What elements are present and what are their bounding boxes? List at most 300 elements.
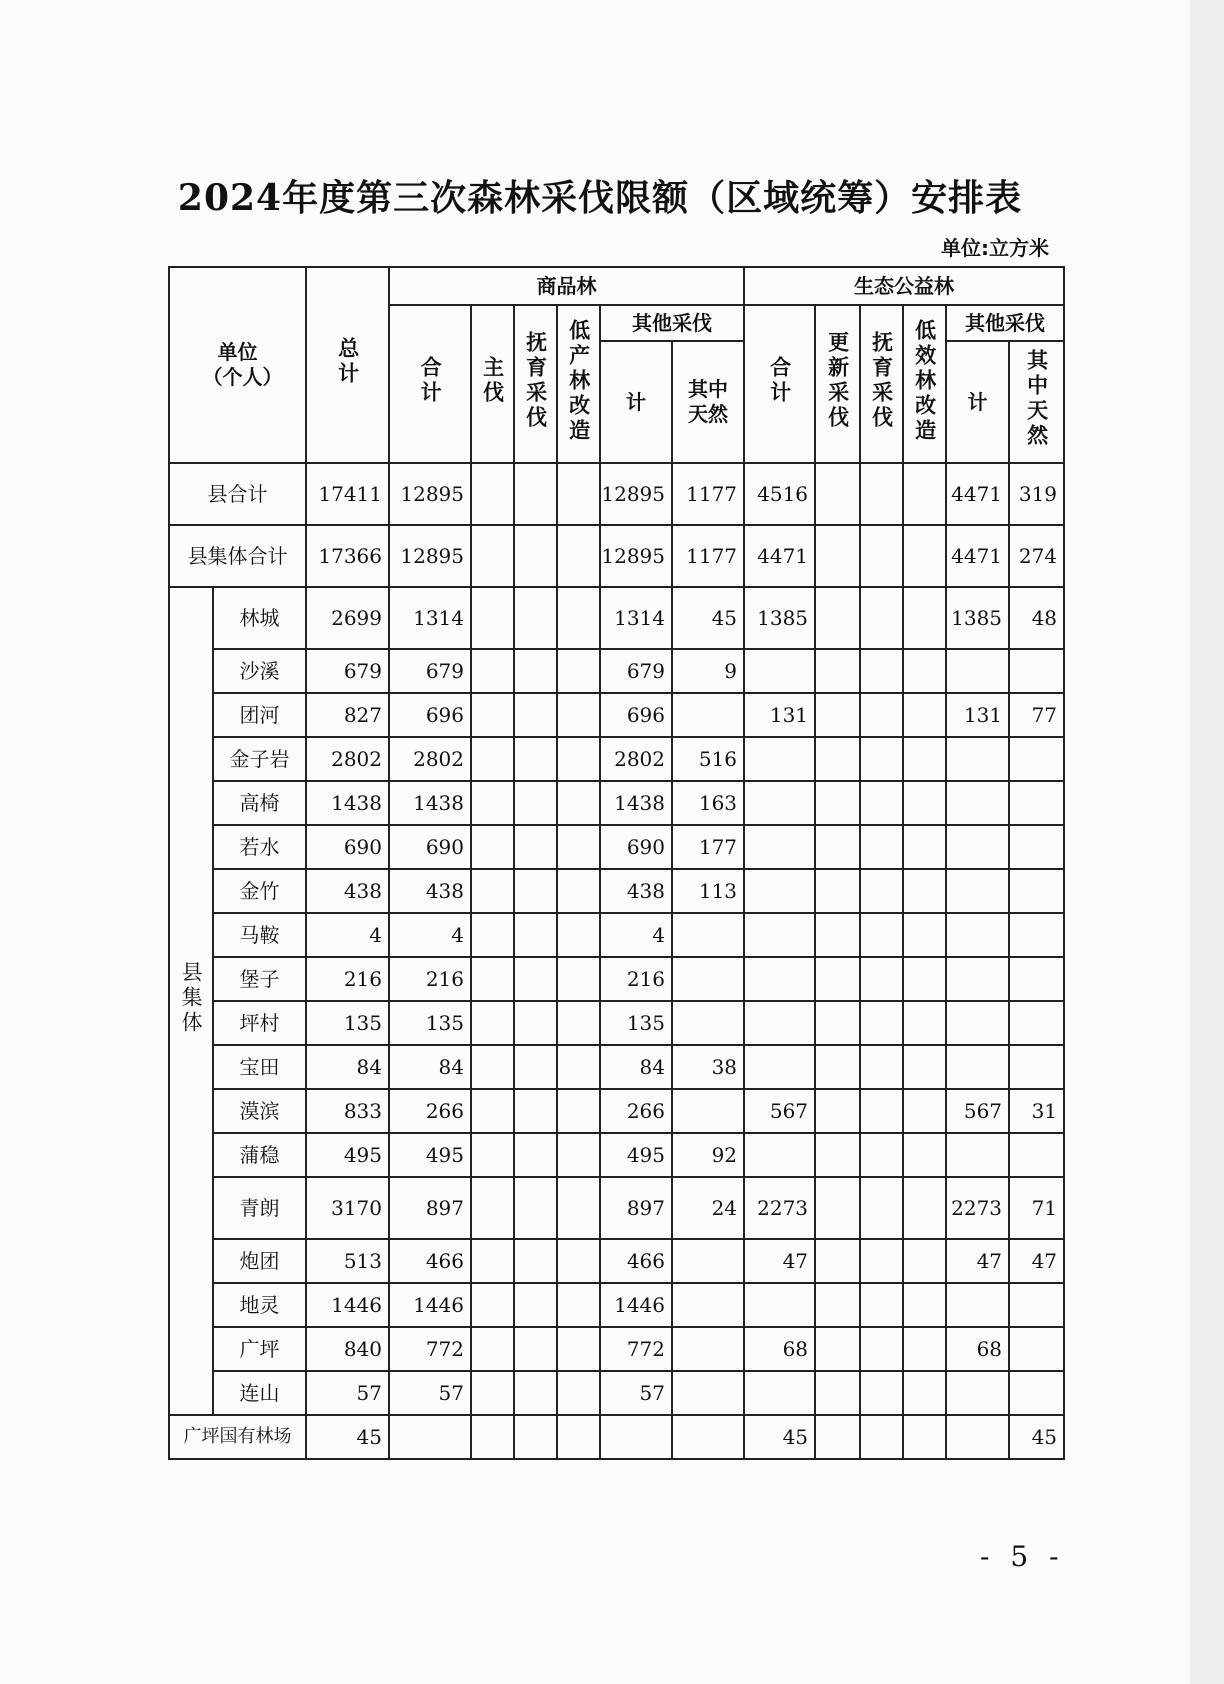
cell-e-ji	[946, 781, 1009, 825]
cell-e-fu	[860, 649, 903, 693]
cell-e-sum: 4471	[744, 525, 815, 587]
cell-e-tian: 77	[1009, 693, 1064, 737]
row-unit-name: 堡子	[213, 957, 306, 1001]
cell-c-tian: 516	[672, 737, 744, 781]
cell-e-geng	[815, 737, 860, 781]
cell-e-ji: 2273	[946, 1177, 1009, 1239]
cell-c-zhu	[471, 1327, 514, 1371]
cell-e-geng	[815, 1415, 860, 1459]
cell-total: 679	[306, 649, 389, 693]
cell-total: 840	[306, 1327, 389, 1371]
cell-total: 57	[306, 1371, 389, 1415]
cell-e-ji	[946, 1415, 1009, 1459]
cell-e-geng	[815, 781, 860, 825]
cell-e-tian: 48	[1009, 587, 1064, 649]
cell-c-zhu	[471, 913, 514, 957]
cell-e-tian	[1009, 781, 1064, 825]
cell-e-di	[903, 1177, 946, 1239]
cell-e-tian	[1009, 825, 1064, 869]
row-unit-name: 宝田	[213, 1045, 306, 1089]
cell-e-fu	[860, 525, 903, 587]
table-row	[169, 693, 1064, 737]
cell-c-fu	[514, 781, 557, 825]
cell-e-ji: 4471	[946, 463, 1009, 525]
group-label: 县集体	[169, 587, 213, 1415]
table-body	[169, 463, 1064, 1459]
cell-c-ji: 495	[600, 1133, 672, 1177]
cell-c-zhu	[471, 1283, 514, 1327]
row-unit-name: 高椅	[213, 781, 306, 825]
row-unit-name: 林城	[213, 587, 306, 649]
cell-e-sum	[744, 1001, 815, 1045]
cell-e-geng	[815, 693, 860, 737]
cell-e-ji	[946, 1371, 1009, 1415]
cell-e-fu	[860, 463, 903, 525]
cell-total: 1438	[306, 781, 389, 825]
cell-e-sum: 47	[744, 1239, 815, 1283]
header-total: 总计	[306, 267, 389, 463]
cell-c-zhu	[471, 737, 514, 781]
cell-e-sum: 567	[744, 1089, 815, 1133]
cell-total: 17411	[306, 463, 389, 525]
cell-e-fu	[860, 957, 903, 1001]
cell-e-tian	[1009, 1371, 1064, 1415]
cell-e-ji: 1385	[946, 587, 1009, 649]
header-e-qita: 其他采伐	[946, 305, 1064, 341]
cell-total: 690	[306, 825, 389, 869]
cell-e-sum	[744, 1371, 815, 1415]
cell-e-ji: 4471	[946, 525, 1009, 587]
table-row	[169, 1001, 1064, 1045]
cell-e-fu	[860, 693, 903, 737]
cell-total: 827	[306, 693, 389, 737]
cell-c-tian	[672, 1089, 744, 1133]
cell-e-sum	[744, 1133, 815, 1177]
cell-c-fu	[514, 1239, 557, 1283]
cell-c-sum: 679	[389, 649, 471, 693]
cell-c-fu	[514, 1089, 557, 1133]
header-e-gengxin: 更新采伐	[815, 305, 860, 463]
cell-total: 833	[306, 1089, 389, 1133]
row-unit-name: 广坪	[213, 1327, 306, 1371]
cell-c-di	[557, 781, 600, 825]
cell-c-fu	[514, 525, 557, 587]
cell-total: 216	[306, 957, 389, 1001]
cell-e-sum	[744, 1283, 815, 1327]
cell-c-zhu	[471, 463, 514, 525]
table-row	[169, 957, 1064, 1001]
cell-e-sum: 1385	[744, 587, 815, 649]
cell-e-di	[903, 1089, 946, 1133]
cell-c-tian: 1177	[672, 525, 744, 587]
cell-e-tian	[1009, 1327, 1064, 1371]
cell-e-tian: 31	[1009, 1089, 1064, 1133]
cell-c-ji	[600, 1415, 672, 1459]
cell-e-sum: 4516	[744, 463, 815, 525]
cell-e-di	[903, 1239, 946, 1283]
cell-c-tian: 45	[672, 587, 744, 649]
cell-c-fu	[514, 649, 557, 693]
header-e-dixiao: 低效林改造	[903, 305, 946, 463]
cell-e-di	[903, 1045, 946, 1089]
cell-e-tian	[1009, 1045, 1064, 1089]
cell-total: 3170	[306, 1177, 389, 1239]
cell-c-zhu	[471, 825, 514, 869]
cell-e-geng	[815, 913, 860, 957]
cell-e-ji	[946, 869, 1009, 913]
cell-e-fu	[860, 1239, 903, 1283]
header-c-dichan: 低产林改造	[557, 305, 600, 463]
cell-c-sum: 1314	[389, 587, 471, 649]
cell-c-sum: 438	[389, 869, 471, 913]
table-row	[169, 1283, 1064, 1327]
cell-c-tian: 163	[672, 781, 744, 825]
cell-e-tian	[1009, 1133, 1064, 1177]
cell-e-geng	[815, 1001, 860, 1045]
table-row	[169, 869, 1064, 913]
cell-c-di	[557, 1001, 600, 1045]
cell-e-sum	[744, 737, 815, 781]
cell-c-di	[557, 957, 600, 1001]
cell-c-di	[557, 587, 600, 649]
header-e-qizhong: 其中天然	[1009, 341, 1064, 463]
cell-e-sum: 68	[744, 1327, 815, 1371]
cell-e-di	[903, 587, 946, 649]
cell-c-tian	[672, 1415, 744, 1459]
cell-c-fu	[514, 1327, 557, 1371]
table-row	[169, 781, 1064, 825]
cell-c-zhu	[471, 1089, 514, 1133]
cell-c-zhu	[471, 1045, 514, 1089]
cell-c-ji: 679	[600, 649, 672, 693]
cell-e-fu	[860, 1177, 903, 1239]
cell-c-sum: 266	[389, 1089, 471, 1133]
table-row	[169, 587, 1064, 649]
cell-c-di	[557, 1415, 600, 1459]
cell-c-tian	[672, 1371, 744, 1415]
cell-e-geng	[815, 957, 860, 1001]
table-row	[169, 525, 1064, 587]
cell-e-sum: 2273	[744, 1177, 815, 1239]
row-unit-name: 马鞍	[213, 913, 306, 957]
cell-c-zhu	[471, 1239, 514, 1283]
cell-c-di	[557, 463, 600, 525]
cell-c-tian	[672, 1327, 744, 1371]
scan-edge	[1190, 0, 1224, 1684]
row-unit-name: 沙溪	[213, 649, 306, 693]
cell-c-ji: 12895	[600, 463, 672, 525]
cell-c-sum: 216	[389, 957, 471, 1001]
cell-c-tian: 24	[672, 1177, 744, 1239]
cell-c-sum: 690	[389, 825, 471, 869]
cell-c-zhu	[471, 781, 514, 825]
cell-c-zhu	[471, 869, 514, 913]
cell-e-tian: 45	[1009, 1415, 1064, 1459]
cell-c-ji: 696	[600, 693, 672, 737]
cell-e-fu	[860, 1133, 903, 1177]
cell-c-fu	[514, 1133, 557, 1177]
header-e-ji: 计	[946, 341, 1009, 463]
cell-c-zhu	[471, 1415, 514, 1459]
cell-e-geng	[815, 1239, 860, 1283]
cell-e-di	[903, 737, 946, 781]
cell-e-di	[903, 869, 946, 913]
header-c-zhufa: 主伐	[471, 305, 514, 463]
cell-e-fu	[860, 825, 903, 869]
cell-e-geng	[815, 1283, 860, 1327]
cell-e-tian	[1009, 1001, 1064, 1045]
header-c-fuyu: 抚育采伐	[514, 305, 557, 463]
cell-c-zhu	[471, 1177, 514, 1239]
cell-total: 84	[306, 1045, 389, 1089]
cell-e-ji: 131	[946, 693, 1009, 737]
cell-c-di	[557, 1239, 600, 1283]
cell-c-fu	[514, 1371, 557, 1415]
cell-e-geng	[815, 1045, 860, 1089]
cell-e-fu	[860, 913, 903, 957]
cell-total: 513	[306, 1239, 389, 1283]
cell-e-geng	[815, 1371, 860, 1415]
table-row	[169, 737, 1064, 781]
cell-e-ji	[946, 825, 1009, 869]
cell-e-di	[903, 825, 946, 869]
cell-total: 2699	[306, 587, 389, 649]
cell-total: 438	[306, 869, 389, 913]
cell-c-zhu	[471, 957, 514, 1001]
row-unit-name: 县合计	[169, 463, 306, 525]
cell-c-fu	[514, 1283, 557, 1327]
cell-c-tian: 113	[672, 869, 744, 913]
cell-e-geng	[815, 525, 860, 587]
cell-c-di	[557, 825, 600, 869]
cell-e-di	[903, 1133, 946, 1177]
row-unit-name: 团河	[213, 693, 306, 737]
cell-total: 45	[306, 1415, 389, 1459]
cell-total: 2802	[306, 737, 389, 781]
cell-c-sum: 1446	[389, 1283, 471, 1327]
cell-c-ji: 57	[600, 1371, 672, 1415]
cell-e-fu	[860, 1283, 903, 1327]
header-e-fuyu: 抚育采伐	[860, 305, 903, 463]
cell-c-sum: 2802	[389, 737, 471, 781]
cell-c-fu	[514, 587, 557, 649]
cell-e-ji: 47	[946, 1239, 1009, 1283]
cell-c-di	[557, 649, 600, 693]
cell-e-tian: 47	[1009, 1239, 1064, 1283]
cell-e-tian	[1009, 1283, 1064, 1327]
cell-c-sum: 495	[389, 1133, 471, 1177]
cell-c-ji: 84	[600, 1045, 672, 1089]
cell-e-di	[903, 913, 946, 957]
cell-e-sum	[744, 869, 815, 913]
cell-c-ji: 4	[600, 913, 672, 957]
table-row	[169, 1327, 1064, 1371]
cell-c-tian: 9	[672, 649, 744, 693]
table-row	[169, 825, 1064, 869]
cell-e-sum: 45	[744, 1415, 815, 1459]
cell-c-fu	[514, 737, 557, 781]
table-row	[169, 1371, 1064, 1415]
cell-c-ji: 1314	[600, 587, 672, 649]
cell-e-ji	[946, 737, 1009, 781]
row-unit-name: 广坪国有林场	[169, 1415, 306, 1459]
cell-c-fu	[514, 1177, 557, 1239]
cell-e-ji	[946, 1001, 1009, 1045]
cell-c-ji: 690	[600, 825, 672, 869]
cell-e-ji	[946, 913, 1009, 957]
header-c-qita: 其他采伐	[600, 305, 744, 341]
cell-e-fu	[860, 1089, 903, 1133]
cell-e-ji	[946, 1133, 1009, 1177]
cell-e-di	[903, 693, 946, 737]
cell-e-di	[903, 1415, 946, 1459]
cell-c-sum: 4	[389, 913, 471, 957]
header-c-qizhong: 其中天然	[672, 341, 744, 463]
cell-c-zhu	[471, 1133, 514, 1177]
cell-e-ji	[946, 1045, 1009, 1089]
table-row	[169, 649, 1064, 693]
row-unit-name: 蒲稳	[213, 1133, 306, 1177]
cell-e-geng	[815, 1177, 860, 1239]
cell-c-fu	[514, 1001, 557, 1045]
cell-e-fu	[860, 1001, 903, 1045]
cell-c-ji: 897	[600, 1177, 672, 1239]
cell-c-fu	[514, 1415, 557, 1459]
row-unit-name: 炮团	[213, 1239, 306, 1283]
cell-e-tian	[1009, 869, 1064, 913]
cell-e-sum: 131	[744, 693, 815, 737]
cell-c-sum: 12895	[389, 463, 471, 525]
table-row	[169, 1045, 1064, 1089]
cell-total: 495	[306, 1133, 389, 1177]
cell-e-sum	[744, 1045, 815, 1089]
cell-e-di	[903, 1327, 946, 1371]
cell-c-sum: 84	[389, 1045, 471, 1089]
cell-c-zhu	[471, 1001, 514, 1045]
row-unit-name: 金子岩	[213, 737, 306, 781]
cell-e-geng	[815, 825, 860, 869]
cell-e-ji: 68	[946, 1327, 1009, 1371]
cell-e-di	[903, 1283, 946, 1327]
cell-c-zhu	[471, 587, 514, 649]
cell-e-sum	[744, 957, 815, 1001]
table-row	[169, 1133, 1064, 1177]
cell-e-ji	[946, 957, 1009, 1001]
cell-e-di	[903, 463, 946, 525]
cell-c-di	[557, 1133, 600, 1177]
cell-c-di	[557, 693, 600, 737]
row-unit-name: 坪村	[213, 1001, 306, 1045]
cell-c-zhu	[471, 1371, 514, 1415]
cell-c-di	[557, 1371, 600, 1415]
unit-label: 单位:立方米	[941, 236, 1049, 260]
table-row	[169, 1239, 1064, 1283]
cell-c-ji: 135	[600, 1001, 672, 1045]
page-number: - 5 -	[980, 1540, 1065, 1573]
header-e-sum: 合计	[744, 305, 815, 463]
cell-c-ji: 466	[600, 1239, 672, 1283]
cell-c-tian: 177	[672, 825, 744, 869]
cell-c-zhu	[471, 525, 514, 587]
cell-c-fu	[514, 693, 557, 737]
cell-e-geng	[815, 869, 860, 913]
cell-c-ji: 2802	[600, 737, 672, 781]
table-row	[169, 463, 1064, 525]
row-unit-name: 地灵	[213, 1283, 306, 1327]
cell-c-di	[557, 913, 600, 957]
harvest-quota-table	[168, 266, 1065, 1460]
cell-c-fu	[514, 913, 557, 957]
cell-e-tian	[1009, 737, 1064, 781]
page-title: 2024年度第三次森林采伐限额（区域统筹）安排表	[177, 177, 1023, 219]
cell-c-ji: 12895	[600, 525, 672, 587]
cell-c-ji: 1438	[600, 781, 672, 825]
cell-e-tian	[1009, 913, 1064, 957]
cell-total: 17366	[306, 525, 389, 587]
cell-c-fu	[514, 825, 557, 869]
cell-c-di	[557, 869, 600, 913]
cell-c-tian	[672, 1283, 744, 1327]
cell-c-fu	[514, 957, 557, 1001]
row-unit-name: 连山	[213, 1371, 306, 1415]
row-unit-name: 县集体合计	[169, 525, 306, 587]
cell-e-geng	[815, 1133, 860, 1177]
table-row	[169, 1415, 1064, 1459]
cell-c-sum: 1438	[389, 781, 471, 825]
cell-c-sum	[389, 1415, 471, 1459]
cell-e-fu	[860, 1327, 903, 1371]
cell-c-di	[557, 1089, 600, 1133]
cell-e-di	[903, 1001, 946, 1045]
cell-e-di	[903, 525, 946, 587]
header-ecological: 生态公益林	[744, 267, 1064, 305]
cell-c-di	[557, 1177, 600, 1239]
cell-c-sum: 135	[389, 1001, 471, 1045]
cell-c-sum: 12895	[389, 525, 471, 587]
cell-c-tian	[672, 693, 744, 737]
table-row	[169, 1089, 1064, 1133]
cell-e-tian	[1009, 957, 1064, 1001]
cell-c-tian: 38	[672, 1045, 744, 1089]
row-unit-name: 若水	[213, 825, 306, 869]
cell-c-sum: 772	[389, 1327, 471, 1371]
cell-c-tian	[672, 957, 744, 1001]
cell-c-tian: 1177	[672, 463, 744, 525]
cell-c-fu	[514, 1045, 557, 1089]
cell-e-geng	[815, 649, 860, 693]
cell-c-tian: 92	[672, 1133, 744, 1177]
header-c-sum: 合计	[389, 305, 471, 463]
cell-c-fu	[514, 869, 557, 913]
cell-e-sum	[744, 825, 815, 869]
cell-e-tian	[1009, 649, 1064, 693]
cell-e-ji	[946, 1283, 1009, 1327]
cell-e-fu	[860, 781, 903, 825]
cell-total: 4	[306, 913, 389, 957]
cell-c-tian	[672, 1001, 744, 1045]
cell-total: 135	[306, 1001, 389, 1045]
cell-e-geng	[815, 463, 860, 525]
cell-c-ji: 216	[600, 957, 672, 1001]
cell-c-tian	[672, 913, 744, 957]
cell-e-sum	[744, 781, 815, 825]
cell-e-di	[903, 957, 946, 1001]
cell-c-di	[557, 1327, 600, 1371]
header-c-ji: 计	[600, 341, 672, 463]
cell-c-zhu	[471, 649, 514, 693]
cell-e-tian: 71	[1009, 1177, 1064, 1239]
cell-c-sum: 57	[389, 1371, 471, 1415]
